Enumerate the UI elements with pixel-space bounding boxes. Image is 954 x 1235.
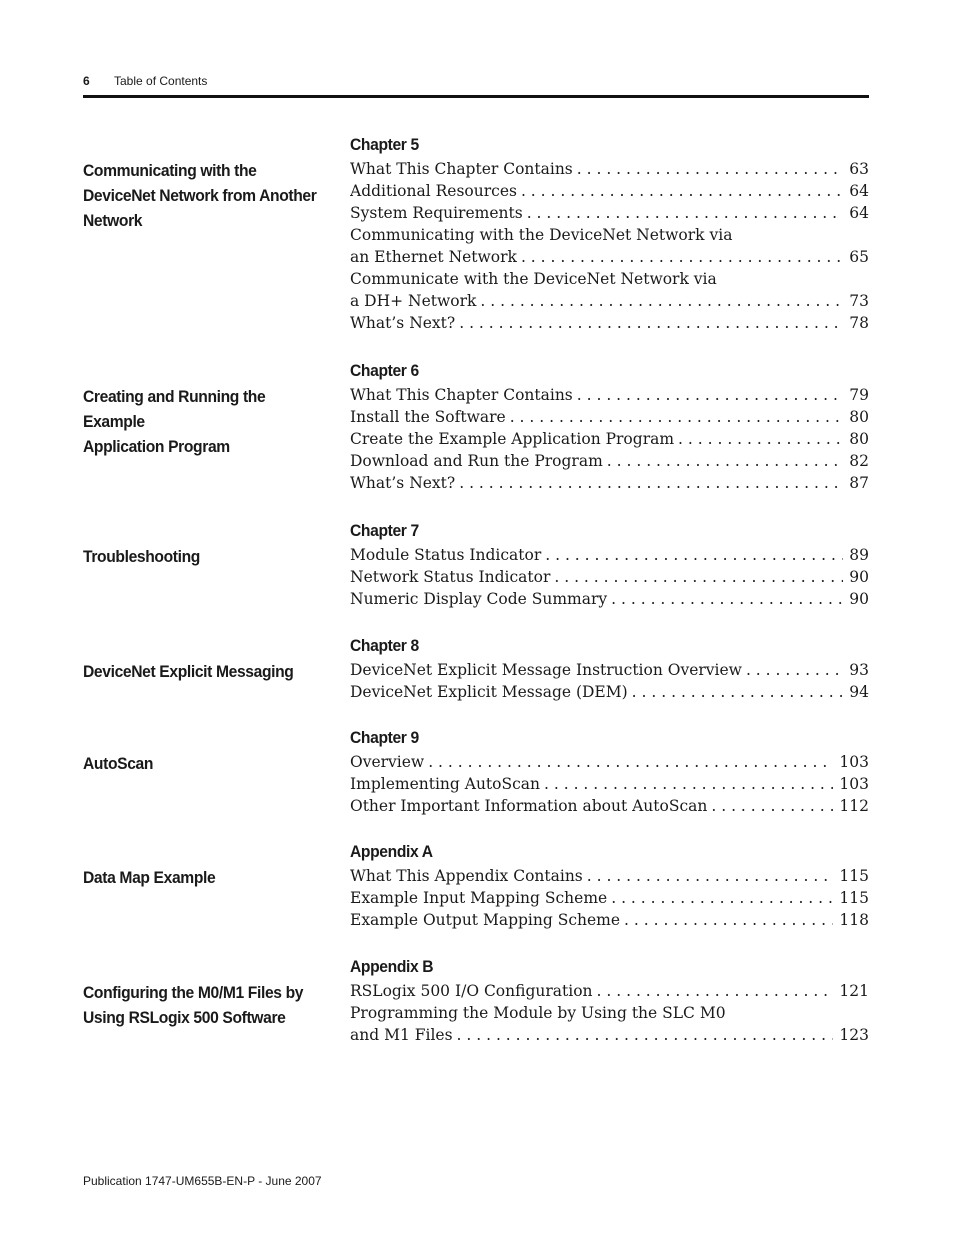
- toc-entry-line: [350, 588, 869, 610]
- section-title-line: Application Program: [83, 437, 230, 456]
- section-title-line: Communicating with the: [83, 161, 257, 180]
- section-entries: [350, 518, 869, 610]
- page-number: 6: [83, 74, 90, 88]
- toc-entry-line: [350, 1024, 869, 1046]
- toc-page-number: 90: [849, 568, 869, 586]
- dot-leader: [746, 659, 843, 681]
- toc-entry-text: an Ethernet Network: [350, 248, 517, 266]
- toc-entry[interactable]: [350, 180, 869, 202]
- chapter-label: Chapter 6: [350, 361, 419, 380]
- toc-entry[interactable]: [350, 887, 869, 909]
- section-entries: [350, 132, 869, 334]
- toc-page-number: 103: [839, 775, 869, 793]
- toc-entry-line: [350, 180, 869, 202]
- toc-entry-line: [350, 224, 869, 246]
- toc-section: [83, 132, 869, 334]
- toc-entry-line: [350, 659, 869, 681]
- toc-page-number: 64: [849, 182, 869, 200]
- toc-entry-text: Other Important Information about AutoScan: [350, 797, 708, 815]
- section-title-line: Troubleshooting: [83, 547, 200, 566]
- toc-page-number: 118: [839, 911, 869, 929]
- chapter-label: Chapter 5: [350, 135, 419, 154]
- toc-entry-line: [350, 795, 869, 817]
- toc-entry-text: What This Chapter Contains: [350, 386, 573, 404]
- toc-entry[interactable]: [350, 566, 869, 588]
- toc-entry[interactable]: [350, 980, 869, 1002]
- toc-entry[interactable]: [350, 384, 869, 406]
- dot-leader: [545, 544, 843, 566]
- toc-entry[interactable]: [350, 659, 869, 681]
- section-title: [83, 384, 318, 459]
- toc-page-number: 89: [849, 546, 869, 564]
- toc-entry-text: Example Output Mapping Scheme: [350, 911, 621, 929]
- toc-entry-line: [350, 887, 869, 909]
- dot-leader: [428, 751, 833, 773]
- chapter-label: Appendix A: [350, 842, 433, 861]
- toc-entry-line: [350, 158, 869, 180]
- toc-entry-line: [350, 751, 869, 773]
- toc-page-number: 80: [849, 430, 869, 448]
- toc-entry-text: What This Appendix Contains: [350, 867, 583, 885]
- toc-entry[interactable]: [350, 224, 869, 268]
- toc-page-number: 90: [849, 590, 869, 608]
- dot-leader: [711, 795, 833, 817]
- page-header: [83, 72, 869, 96]
- toc-page-number: 115: [839, 889, 869, 907]
- section-title: [83, 544, 318, 569]
- page-footer: Publication 1747-UM655B-EN-P - June 2007: [83, 1174, 322, 1188]
- section-title-line: DeviceNet Explicit Messaging: [83, 662, 294, 681]
- toc-page-number: 87: [849, 474, 869, 492]
- toc-entry[interactable]: [350, 909, 869, 931]
- section-entries: [350, 725, 869, 817]
- table-of-contents: [83, 132, 869, 1046]
- section-title-line: Configuring the M0/M1 Files by: [83, 983, 304, 1002]
- toc-page-number: 82: [849, 452, 869, 470]
- section-title-line: Using RSLogix 500 Software: [83, 1008, 286, 1027]
- toc-entry-text: Network Status Indicator: [350, 568, 551, 586]
- toc-entry-text: What This Chapter Contains: [350, 160, 573, 178]
- dot-leader: [624, 909, 833, 931]
- toc-page-number: 65: [849, 248, 869, 266]
- section-title: [83, 865, 318, 890]
- toc-entry[interactable]: [350, 544, 869, 566]
- toc-entry[interactable]: [350, 312, 869, 334]
- dot-leader: [510, 406, 844, 428]
- dot-leader: [577, 158, 844, 180]
- section-entries: [350, 358, 869, 494]
- section-entries: [350, 954, 869, 1046]
- toc-section: [83, 839, 869, 931]
- dot-leader: [527, 202, 844, 224]
- toc-entry-line: [350, 472, 869, 494]
- dot-leader: [521, 246, 843, 268]
- toc-page-number: 103: [839, 753, 869, 771]
- toc-entry-line: [350, 566, 869, 588]
- toc-entry[interactable]: [350, 406, 869, 428]
- chapter-label: Chapter 7: [350, 521, 419, 540]
- dot-leader: [611, 588, 843, 610]
- dot-leader: [607, 450, 843, 472]
- toc-entry-line: [350, 909, 869, 931]
- toc-entry-line: [350, 406, 869, 428]
- dot-leader: [521, 180, 843, 202]
- toc-page-number: 64: [849, 204, 869, 222]
- toc-entry[interactable]: [350, 773, 869, 795]
- toc-entry[interactable]: [350, 1002, 869, 1046]
- section-title-line: Data Map Example: [83, 868, 216, 887]
- toc-entry-line: [350, 290, 869, 312]
- section-title-line: DeviceNet Network from Another: [83, 186, 317, 205]
- toc-entry[interactable]: [350, 158, 869, 180]
- toc-entry-line: [350, 1002, 869, 1024]
- dot-leader: [597, 980, 834, 1002]
- toc-entry[interactable]: [350, 450, 869, 472]
- toc-entry-text: Example Input Mapping Scheme: [350, 889, 608, 907]
- toc-entry-text: Download and Run the Program: [350, 452, 603, 470]
- toc-entry-text: Module Status Indicator: [350, 546, 542, 564]
- section-title-line: Network: [83, 211, 143, 230]
- toc-entry-text: a DH+ Network: [350, 292, 477, 310]
- chapter-label: Chapter 8: [350, 636, 419, 655]
- toc-entry[interactable]: [350, 681, 869, 703]
- toc-entry-text: System Requirements: [350, 204, 523, 222]
- section-title-line: AutoScan: [83, 754, 154, 773]
- toc-entry-text: DeviceNet Explicit Message Instruction Overview: [350, 661, 742, 679]
- toc-entry-text: Communicating with the DeviceNet Network via: [350, 226, 733, 244]
- dot-leader: [678, 428, 843, 450]
- toc-page-number: 94: [849, 683, 869, 701]
- toc-entry-text: and M1 Files: [350, 1026, 453, 1044]
- toc-section: [83, 518, 869, 610]
- toc-page-number: 73: [849, 292, 869, 310]
- toc-entry-line: [350, 450, 869, 472]
- dot-leader: [577, 384, 844, 406]
- section-title-line: Creating and Running the Example: [83, 387, 266, 431]
- toc-entry[interactable]: [350, 751, 869, 773]
- toc-entry[interactable]: [350, 428, 869, 450]
- toc-section: [83, 725, 869, 817]
- toc-entry-line: [350, 773, 869, 795]
- toc-entry-text: Overview: [350, 753, 425, 771]
- toc-entry-line: [350, 312, 869, 334]
- section-title: [83, 158, 318, 233]
- toc-entry-text: Create the Example Application Program: [350, 430, 675, 448]
- header-title: Table of Contents: [114, 74, 208, 88]
- toc-page-number: 79: [849, 386, 869, 404]
- section-title: [83, 659, 318, 684]
- toc-entry[interactable]: [350, 795, 869, 817]
- section-title: [83, 980, 318, 1030]
- toc-entry-line: [350, 681, 869, 703]
- toc-page-number: 123: [839, 1026, 869, 1044]
- toc-entry[interactable]: [350, 268, 869, 312]
- toc-entry-line: [350, 544, 869, 566]
- toc-page-number: 112: [839, 797, 869, 815]
- toc-page-number: 78: [849, 314, 869, 332]
- toc-entry-line: [350, 865, 869, 887]
- toc-page-number: 121: [839, 982, 869, 1000]
- toc-entry[interactable]: [350, 472, 869, 494]
- toc-page-number: 93: [849, 661, 869, 679]
- chapter-label: Chapter 9: [350, 728, 419, 747]
- toc-entry-line: [350, 202, 869, 224]
- dot-leader: [632, 681, 844, 703]
- toc-page-number: 115: [839, 867, 869, 885]
- toc-entry-text: Additional Resources: [350, 182, 517, 200]
- dot-leader: [480, 290, 843, 312]
- toc-entry-text: Install the Software: [350, 408, 506, 426]
- section-entries: [350, 839, 869, 931]
- dot-leader: [554, 566, 843, 588]
- toc-entry[interactable]: [350, 588, 869, 610]
- dot-leader: [587, 865, 834, 887]
- toc-entry-text: Implementing AutoScan: [350, 775, 541, 793]
- section-entries: [350, 633, 869, 703]
- toc-entry-line: [350, 268, 869, 290]
- chapter-label: Appendix B: [350, 957, 434, 976]
- toc-section: [83, 358, 869, 494]
- toc-entry-text: What’s Next?: [350, 474, 456, 492]
- toc-entry[interactable]: [350, 865, 869, 887]
- toc-section: [83, 954, 869, 1046]
- toc-entry-text: DeviceNet Explicit Message (DEM): [350, 683, 628, 701]
- toc-entry-line: [350, 246, 869, 268]
- toc-entry-text: Numeric Display Code Summary: [350, 590, 608, 608]
- toc-section: [83, 633, 869, 703]
- toc-entry[interactable]: [350, 202, 869, 224]
- dot-leader: [457, 1024, 834, 1046]
- toc-entry-text: RSLogix 500 I/O Configuration: [350, 982, 593, 1000]
- toc-entry-line: [350, 428, 869, 450]
- toc-entry-text: What’s Next?: [350, 314, 456, 332]
- dot-leader: [544, 773, 833, 795]
- dot-leader: [459, 472, 843, 494]
- toc-page-number: 63: [849, 160, 869, 178]
- dot-leader: [611, 887, 833, 909]
- header-rule: [83, 95, 869, 98]
- toc-entry-line: [350, 384, 869, 406]
- section-title: [83, 751, 318, 776]
- toc-entry-text: Communicate with the DeviceNet Network via: [350, 270, 717, 288]
- toc-entry-text: Programming the Module by Using the SLC M0: [350, 1004, 726, 1022]
- toc-entry-line: [350, 980, 869, 1002]
- dot-leader: [459, 312, 843, 334]
- toc-page-number: 80: [849, 408, 869, 426]
